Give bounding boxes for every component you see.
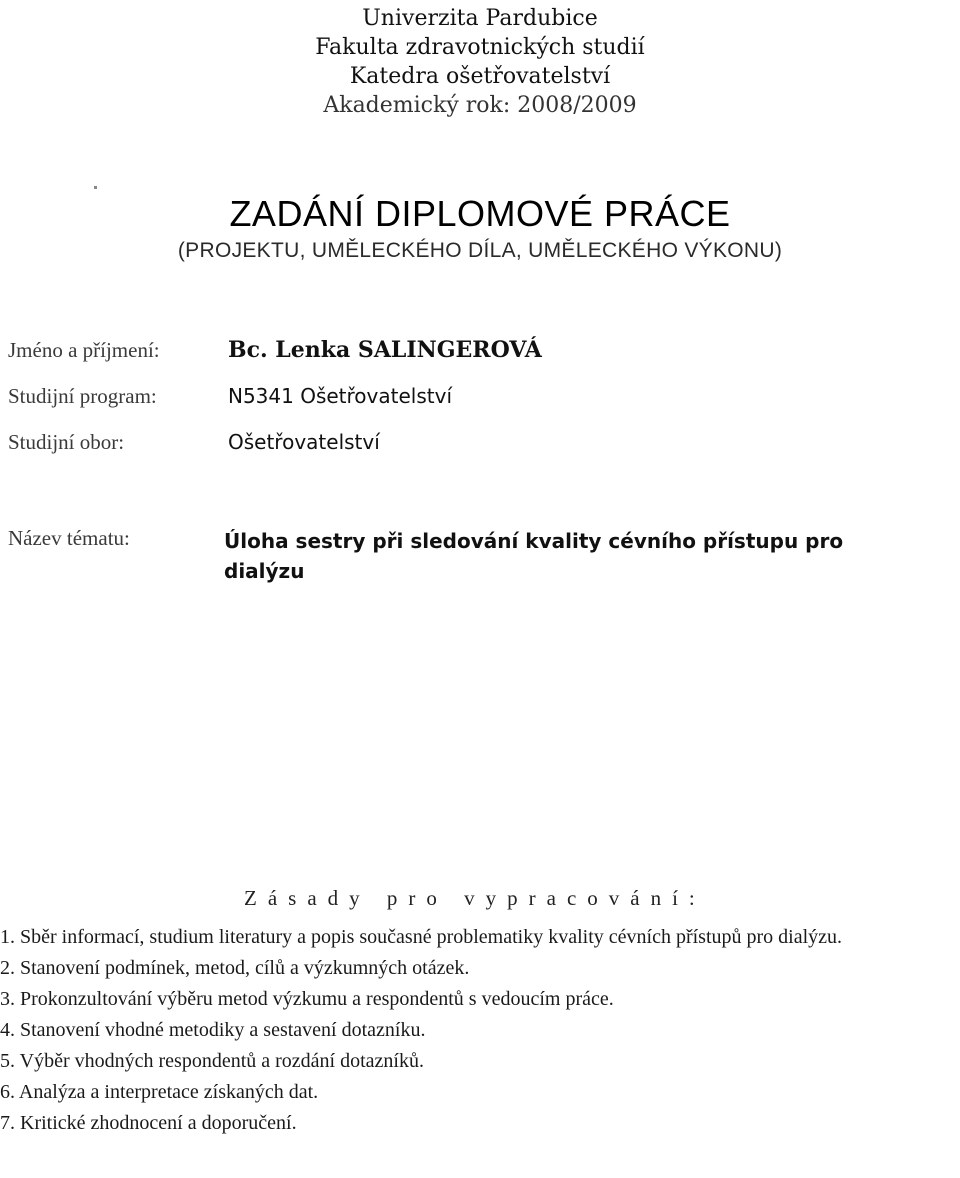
page-title: ZADÁNÍ DIPLOMOVÉ PRÁCE: [229, 193, 731, 234]
principle-item: 7. Kritické zhodnocení a doporučení.: [0, 1112, 297, 1134]
topic-label: Název tématu:: [8, 526, 130, 550]
principle-item: 2. Stanovení podmínek, metod, cílů a výzkumných otázek.: [0, 957, 470, 979]
program-label: Studijní program:: [8, 384, 157, 408]
page-subtitle: (PROJEKTU, UMĚLECKÉHO DÍLA, UMĚLECKÉHO VÝKONU): [177, 239, 783, 262]
scan-speck: [94, 186, 97, 189]
document-header: [0, 4, 960, 120]
program-value: N5341 Ošetřovatelství: [228, 384, 452, 408]
topic-value: Úloha sestry při sledování kvality cévního přístupu pro dialýzu: [224, 529, 844, 583]
name-label: Jméno a příjmení:: [8, 338, 160, 362]
faculty-name: Fakulta zdravotnických studií: [315, 35, 645, 60]
academic-year: Akademický rok: 2008/2009: [323, 93, 637, 118]
university-name: Univerzita Pardubice: [362, 6, 598, 31]
field-of-study-label: Studijní obor:: [8, 430, 125, 454]
title-block: [0, 192, 960, 266]
principles-list: [0, 922, 960, 1139]
principle-item: 3. Prokonzultování výběru metod výzkumu a respondentů s vedoucím práce.: [0, 988, 614, 1010]
field-of-study-value: Ošetřovatelství: [228, 430, 380, 454]
principle-item: 5. Výběr vhodných respondentů a rozdání dotazníků.: [0, 1050, 424, 1072]
department-name: Katedra ošetřovatelství: [349, 64, 611, 89]
principle-item: 4. Stanovení vhodné metodiky a sestavení dotazníku.: [0, 1019, 426, 1041]
principles-heading: Zásady pro vypracování:: [244, 886, 706, 910]
principle-item: 6. Analýza a interpretace získaných dat.: [0, 1081, 319, 1103]
name-value: Bc. Lenka SALINGEROVÁ: [228, 337, 542, 363]
principle-item: 1. Sběr informací, studium literatury a popis současné problematiky kvality cévních přístupů pro dialýzu.: [0, 926, 843, 948]
